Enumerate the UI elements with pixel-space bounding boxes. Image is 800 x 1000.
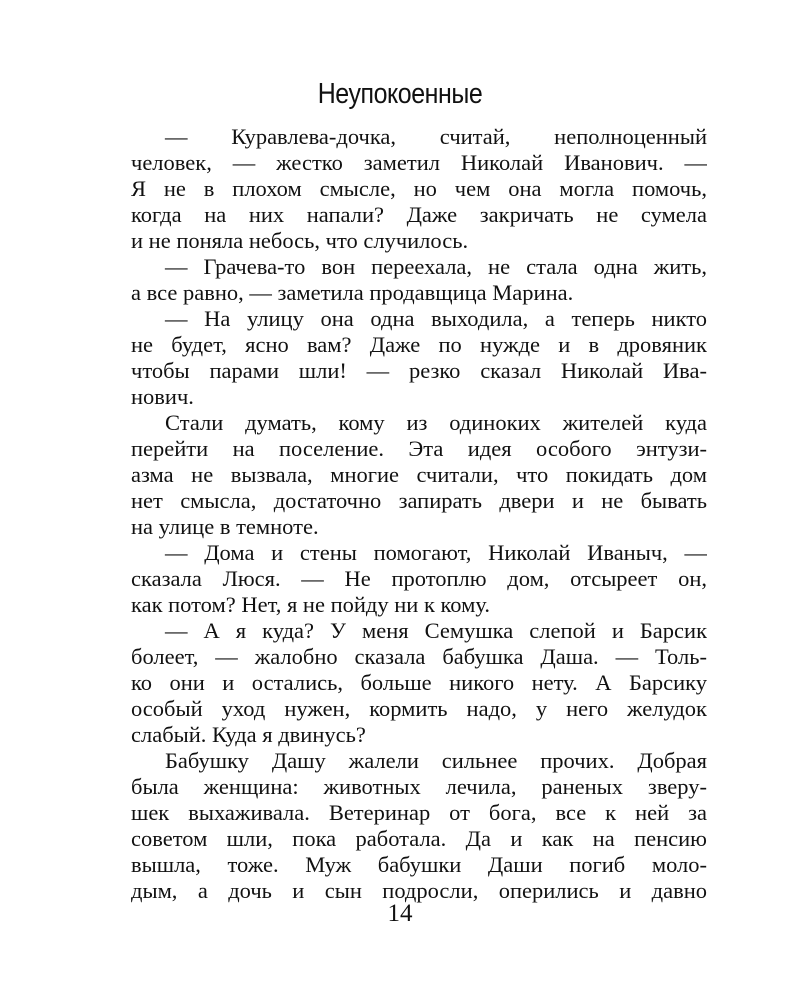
text-line: Бабушку Дашу жалели сильнее прочих. Добрая [165, 748, 707, 773]
running-head-title: Неупокоенные [317, 78, 483, 110]
text-line: как потом? Нет, я не пойду ни к кому. [131, 592, 490, 617]
text-line: азма не вызвала, многие считали, что покидать дом [131, 462, 707, 487]
text-line: — А я куда? У меня Семушка слепой и Барсик [165, 618, 707, 643]
text-line: особый уход нужен, кормить надо, у него желудок [131, 696, 707, 721]
text-line: перейти на поселение. Эта идея особого энтузи- [131, 436, 707, 461]
text-line: советом шли, пока работала. Да и как на пенсию [131, 826, 707, 851]
text-line: слабый. Куда я двинусь? [131, 722, 366, 747]
text-line: не будет, ясно вам? Даже по нужде и в дровяник [131, 332, 707, 357]
text-line: вышла, тоже. Муж бабушки Даши погиб моло- [131, 852, 707, 877]
text-line: и не поняла небось, что случилось. [131, 228, 469, 253]
text-line: была женщина: животных лечила, раненых зверу- [131, 774, 707, 799]
text-line: нет смысла, достаточно запирать двери и не бывать [131, 488, 707, 513]
text-line: болеет, — жалобно сказала бабушка Даша. — Толь- [131, 644, 707, 669]
text-line: когда на них напали? Даже закричать не сумела [131, 202, 707, 227]
text-line: чтобы парами шли! — резко сказал Николай Ива- [131, 358, 707, 383]
text-line: Стали думать, кому из одиноких жителей куда [165, 410, 707, 435]
text-line: на улице в темноте. [131, 514, 319, 539]
text-line: а все равно, — заметила продавщица Марина. [131, 280, 574, 305]
text-line: шек выхаживала. Ветеринар от бога, все к ней за [131, 800, 707, 825]
page-number: 14 [387, 900, 413, 927]
text-line: — Дома и стены помогают, Николай Иваныч, — [165, 540, 707, 565]
text-line: Я не в плохом смысле, но чем она могла помочь, [131, 176, 707, 201]
body-text [131, 124, 707, 904]
text-line: нович. [131, 384, 194, 409]
text-line: — На улицу она одна выходила, а теперь никто [165, 306, 707, 331]
text-line: — Грачева-то вон переехала, не стала одна жить, [165, 254, 707, 279]
text-line: — Куравлева-дочка, считай, неполноценный [165, 124, 707, 149]
text-line: дым, а дочь и сын подросли, оперились и давно [131, 878, 707, 903]
text-line: сказала Люся. — Не протоплю дом, отсыреет он, [131, 566, 707, 591]
text-line: ко они и остались, больше никого нету. А Барсику [131, 670, 707, 695]
text-line: человек, — жестко заметил Николай Иванович. — [131, 150, 707, 175]
